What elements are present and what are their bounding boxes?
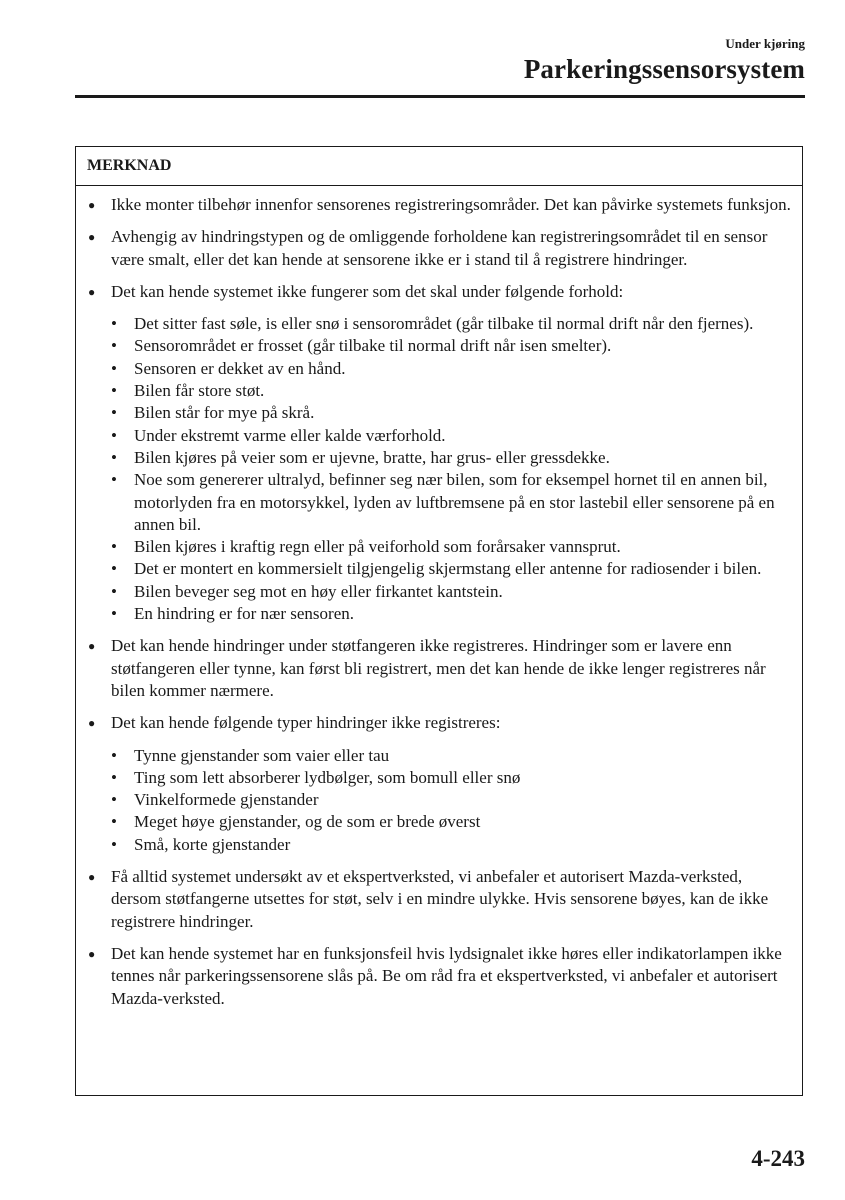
title-rule — [75, 95, 805, 98]
sub-list-item — [111, 603, 792, 625]
bullet-icon: ● — [88, 639, 96, 654]
sub-bullet-icon: • — [111, 604, 117, 624]
page-number: 4-243 — [751, 1146, 805, 1171]
sub-list-item-text: Bilen beveger seg mot en høy eller firkantet kantstein. — [134, 581, 503, 601]
note-list — [88, 194, 792, 1010]
list-item-text: Avhengig av hindringstypen og de omliggende forholdene kan registreringsområdet til en sensor være smalt, eller det kan hende at sensorene ikke er i stand til å registrere hindringer. — [111, 227, 768, 269]
sub-list-item-text: Sensorområdet er frosset (går tilbake til normal drift når isen smelter). — [134, 336, 612, 356]
list-item-text: Det kan hende følgende typer hindringer ikke registreres: — [111, 713, 501, 733]
sub-list-item-text: Noe som genererer ultralyd, befinner seg nær bilen, som for eksempel hornet til en annen bil, motorlyden fra en motorsykkel, lyden av luftbremsene på en stor lastebil eller sensorene på en annen bil. — [134, 470, 775, 534]
list-item-text: Det kan hende hindringer under støtfangeren ikke registreres. Hindringer som er lavere enn støtfangeren eller tynne, kan først bli registrert, men det kan hende de ikke lenger registreres når bilen kommer nærmere. — [111, 636, 766, 700]
sub-list-item — [111, 789, 792, 811]
sub-bullet-icon: • — [111, 581, 117, 601]
sub-list-item-text: Bilen står for mye på skrå. — [134, 403, 315, 423]
sub-list-item-text: Tynne gjenstander som vaier eller tau — [134, 745, 390, 765]
list-item — [88, 943, 792, 1010]
sub-bullet-icon: • — [111, 314, 117, 334]
list-item-text: Ikke monter tilbehør innenfor sensorenes registreringsområder. Det kan påvirke systemets funksjon. — [111, 195, 791, 214]
list-item — [88, 194, 792, 216]
sub-bullet-icon: • — [111, 470, 117, 490]
list-item — [88, 866, 792, 933]
sub-list-item-text: Det sitter fast søle, is eller snø i sensorområdet (går tilbake til normal drift når den fjernes). — [134, 314, 754, 334]
sub-list-item — [111, 834, 792, 856]
sub-list-item-text: Meget høye gjenstander, og de som er brede øverst — [134, 812, 481, 832]
sub-list-item-text: Ting som lett absorberer lydbølger, som bomull eller snø — [134, 767, 521, 787]
page-title: Parkeringssensorsystem — [523, 54, 805, 84]
sub-bullet-icon: • — [111, 790, 117, 810]
sub-bullet-icon: • — [111, 425, 117, 445]
sub-bullet-icon: • — [111, 336, 117, 356]
section-label: Under kjøring — [725, 36, 805, 51]
note-box — [75, 146, 803, 1096]
sub-list-item-text: Bilen får store støt. — [134, 381, 265, 401]
sub-list-item — [111, 581, 792, 603]
sub-list-item-text: Det er montert en kommersielt tilgjengelig skjermstang eller antenne for radiosender i bilen. — [134, 559, 762, 579]
sub-list-item — [111, 767, 792, 789]
sub-list-item-text: Under ekstremt varme eller kalde værforhold. — [134, 425, 446, 445]
sub-list-item-text: Sensoren er dekket av en hånd. — [134, 358, 346, 378]
bullet-icon: ● — [88, 284, 96, 299]
sub-bullet-icon: • — [111, 812, 117, 832]
sub-bullet-icon: • — [111, 358, 117, 378]
sub-list-item — [111, 380, 792, 402]
sub-list-item — [111, 811, 792, 833]
bullet-icon: ● — [88, 870, 96, 885]
sub-list-item — [111, 536, 792, 558]
sub-list-item — [111, 358, 792, 380]
list-item — [88, 281, 792, 625]
note-body — [76, 186, 802, 1010]
sub-list-item-text: En hindring er for nær sensoren. — [134, 604, 355, 624]
sub-list-item — [111, 558, 792, 580]
list-item — [88, 712, 792, 856]
note-heading: MERKNAD — [76, 147, 802, 186]
sub-bullet-icon: • — [111, 559, 117, 579]
list-item — [88, 226, 792, 271]
sub-list-item — [111, 447, 792, 469]
sub-list — [111, 745, 792, 856]
sub-list-item — [111, 425, 792, 447]
sub-bullet-icon: • — [111, 447, 117, 467]
sub-bullet-icon: • — [111, 834, 117, 854]
list-item — [88, 635, 792, 702]
list-item-text: Det kan hende systemet ikke fungerer som det skal under følgende forhold: — [111, 281, 624, 301]
sub-list-item — [111, 335, 792, 357]
sub-list-item-text: Små, korte gjenstander — [134, 834, 291, 854]
sub-list — [111, 313, 792, 625]
bullet-icon: ● — [88, 198, 96, 212]
bullet-icon: ● — [88, 230, 96, 245]
bullet-icon: ● — [88, 946, 96, 961]
bullet-icon: ● — [88, 716, 96, 731]
sub-list-item — [111, 469, 792, 536]
sub-list-item-text: Bilen kjøres på veier som er ujevne, bratte, har grus- eller gressdekke. — [134, 447, 610, 467]
sub-list-item — [111, 745, 792, 767]
sub-list-item — [111, 402, 792, 424]
sub-list-item — [111, 313, 792, 335]
list-item-text: Få alltid systemet undersøkt av et ekspertverksted, vi anbefaler et autorisert Mazda-verksted, dersom støtfangerne utsettes for støt, selv i en mindre ulykke. Hvis sensorene bøyes, kan de ikke registrere hindringer. — [111, 867, 769, 931]
sub-bullet-icon: • — [111, 403, 117, 423]
sub-list-item-text: Bilen kjøres i kraftig regn eller på veiforhold som forårsaker vannsprut. — [134, 537, 621, 557]
sub-list-item-text: Vinkelformede gjenstander — [134, 790, 319, 810]
list-item-text: Det kan hende systemet har en funksjonsfeil hvis lydsignalet ikke høres eller indikatorlampen ikke tennes når parkeringssensorene slås på. Be om råd fra et ekspertverksted, vi anbefaler et autorisert Mazda-verksted. — [111, 943, 782, 1008]
sub-bullet-icon: • — [111, 537, 117, 557]
sub-bullet-icon: • — [111, 381, 117, 401]
sub-bullet-icon: • — [111, 745, 117, 765]
sub-bullet-icon: • — [111, 767, 117, 787]
